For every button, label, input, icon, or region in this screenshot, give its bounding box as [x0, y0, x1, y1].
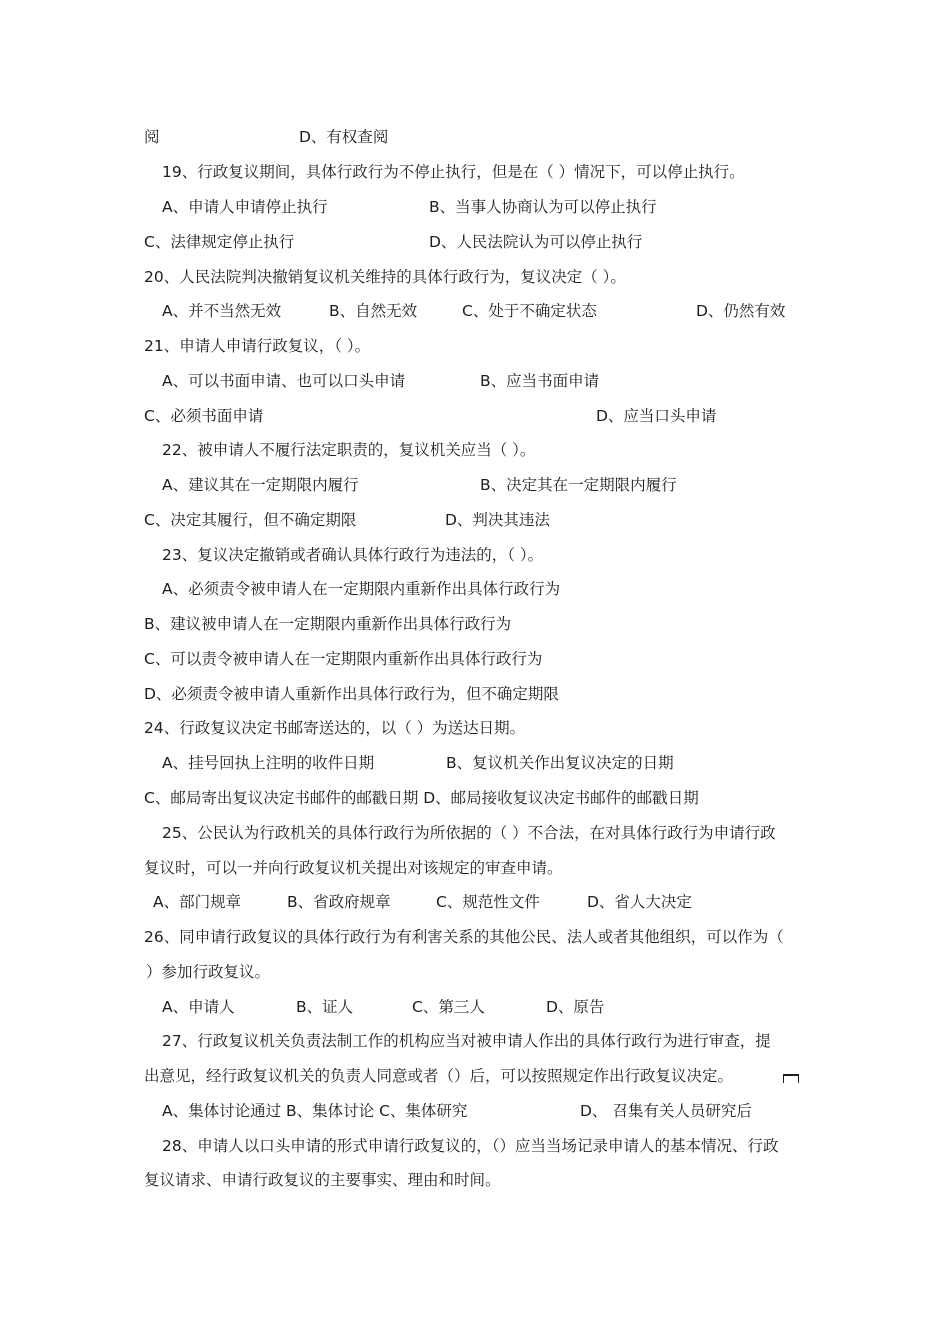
option-text: D、判决其违法 [445, 511, 550, 529]
option-text: 阅 [144, 128, 160, 146]
question-text: 28、申请人以口头申请的形式申请行政复议的，（）应当当场记录申请人的基本情况、行政 [162, 1137, 779, 1155]
question-text: B、建议被申请人在一定期限内重新作出具体行政行为 [144, 615, 512, 633]
option-text: D、有权查阅 [299, 128, 389, 146]
option-text: A、集体讨论通过 B、集体讨论 C、集体研究 [162, 1102, 468, 1120]
question-text: ）参加行政复议。 [146, 963, 271, 981]
question-text: 复议时，可以一并向行政复议机关提出对该规定的审查申请。 [144, 859, 563, 877]
question-text: A、必须责令被申请人在一定期限内重新作出具体行政行为 [162, 580, 561, 598]
option-text: B、省政府规章 [287, 893, 391, 911]
option-text: A、部门规章 [153, 893, 242, 911]
question-text: D、必须责令被申请人重新作出具体行政行为，但不确定期限 [144, 685, 559, 703]
option-text: A、建议其在一定期限内履行 [162, 476, 359, 494]
option-text: D、 召集有关人员研究后 [580, 1102, 752, 1120]
option-text: B、自然无效 [329, 302, 418, 320]
option-text: C、处于不确定状态 [462, 302, 597, 320]
option-text: D、应当口头申请 [596, 407, 717, 425]
option-text: C、决定其履行，但不确定期限 [144, 511, 357, 529]
option-text: B、复议机关作出复议决定的日期 [446, 754, 674, 772]
option-text: C、第三人 [412, 998, 485, 1016]
option-text: B、决定其在一定期限内履行 [480, 476, 677, 494]
question-text: C、邮局寄出复议决定书邮件的邮戳日期 D、邮局接收复议决定书邮件的邮戳日期 [144, 789, 699, 807]
question-text: 24、行政复议决定书邮寄送达的，以（ ）为送达日期。 [144, 719, 526, 737]
question-text: 20、人民法院判决撤销复议机关维持的具体行政行为，复议决定（ ）。 [144, 268, 626, 286]
question-text: 27、行政复议机关负责法制工作的机构应当对被申请人作出的具体行政行为进行审查，提 [162, 1032, 771, 1050]
question-text: 复议请求、申请行政复议的主要事实、理由和时间。 [144, 1171, 501, 1189]
option-text: D、仍然有效 [696, 302, 786, 320]
question-text: C、可以责令被申请人在一定期限内重新作出具体行政行为 [144, 650, 543, 668]
question-text: 19、行政复议期间，具体行政行为不停止执行，但是在（ ）情况下，可以停止执行。 [162, 163, 745, 181]
option-text: C、规范性文件 [436, 893, 540, 911]
option-text: A、申请人申请停止执行 [162, 198, 328, 216]
option-text: C、必须书面申请 [144, 407, 264, 425]
question-text: 23、复议决定撤销或者确认具体行政行为违法的，（ ）。 [162, 546, 544, 564]
option-text: C、法律规定停止执行 [144, 233, 295, 251]
question-text: 出意见，经行政复议机关的负责人同意或者（）后，可以按照规定作出行政复议决定。 [144, 1067, 734, 1085]
option-text: D、原告 [546, 998, 605, 1016]
question-text: 25、公民认为行政机关的具体行政行为所依据的（ ）不合法，在对具体行政行为申请行政 [162, 824, 776, 842]
option-text: D、省人大决定 [587, 893, 692, 911]
option-text: D、人民法院认为可以停止执行 [429, 233, 643, 251]
option-text: A、可以书面申请、也可以口头申请 [162, 372, 406, 390]
question-text: 21、申请人申请行政复议，（ ）。 [144, 337, 371, 355]
option-text: B、证人 [296, 998, 354, 1016]
question-text: 26、同申请行政复议的具体行政行为有利害关系的其他公民、法人或者其他组织，可以作为（ [144, 928, 784, 946]
option-text: A、申请人 [162, 998, 235, 1016]
option-text: A、挂号回执上注明的收件日期 [162, 754, 375, 772]
option-text: B、应当书面申请 [480, 372, 600, 390]
option-text: B、当事人协商认为可以停止执行 [429, 198, 657, 216]
option-text: A、并不当然无效 [162, 302, 282, 320]
question-text: 22、被申请人不履行法定职责的，复议机关应当（ ）。 [162, 441, 536, 459]
edit-mark-icon [783, 1074, 799, 1083]
